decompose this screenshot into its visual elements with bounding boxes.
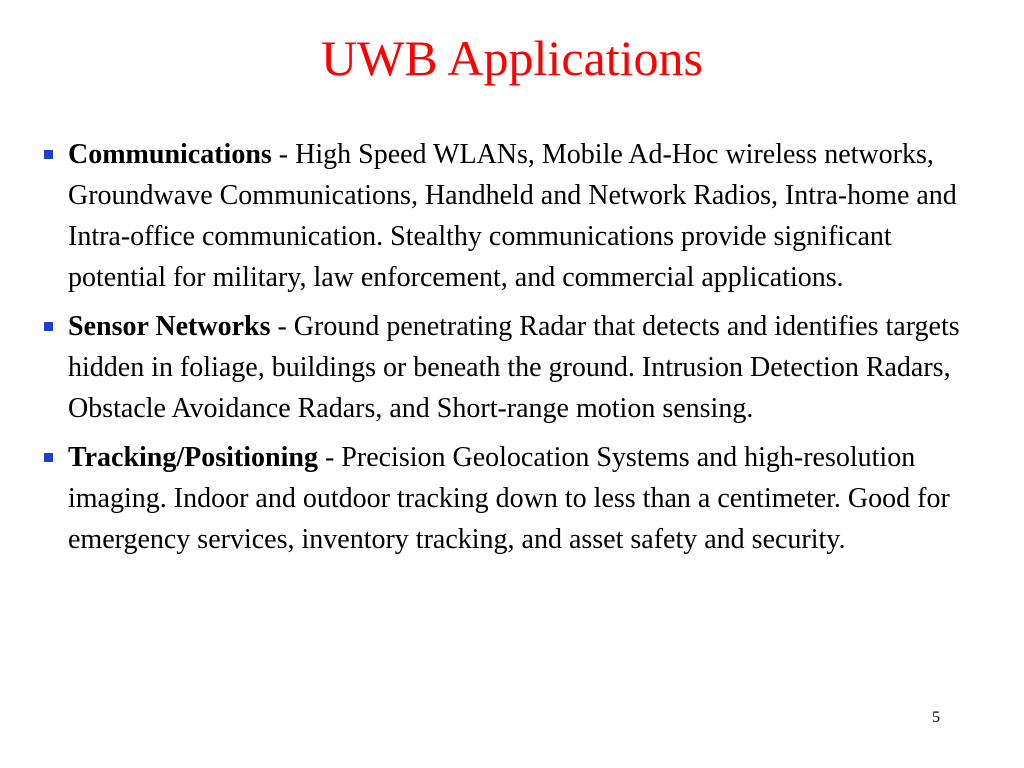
bullet-term: Communications <box>68 139 272 170</box>
square-bullet-icon <box>44 453 53 462</box>
bullet-item-sensor-networks <box>44 306 994 429</box>
bullet-item-tracking-positioning <box>44 437 994 560</box>
page-number: 5 <box>932 709 940 726</box>
square-bullet-icon <box>44 150 53 159</box>
bullet-text: - Ground penetrating Radar that detects and identifies targets hidden in foliage, buildings or beneath the ground. Intrusion Detection Radars, Obstacle Avoidance Radars, and Short-range motion sensing. <box>68 311 960 424</box>
slide-title: UWB Applications <box>321 30 703 86</box>
square-bullet-icon <box>44 322 53 331</box>
bullet-list <box>44 134 994 568</box>
bullet-term: Sensor Networks <box>68 311 271 342</box>
bullet-item-communications <box>44 134 994 298</box>
bullet-text: - High Speed WLANs, Mobile Ad-Hoc wireless networks, Groundwave Communications, Handheld and Network Radios, Intra-home and Intra-office communication. Stealthy communications provide significant potential for military, law enforcement, and commercial applications. <box>68 139 957 293</box>
bullet-term: Tracking/Positioning <box>68 442 318 473</box>
bullet-text: - Precision Geolocation Systems and high-resolution imaging. Indoor and outdoor tracking down to less than a centimeter. Good for emergency services, inventory tracking, and asset safety and security. <box>68 442 950 555</box>
